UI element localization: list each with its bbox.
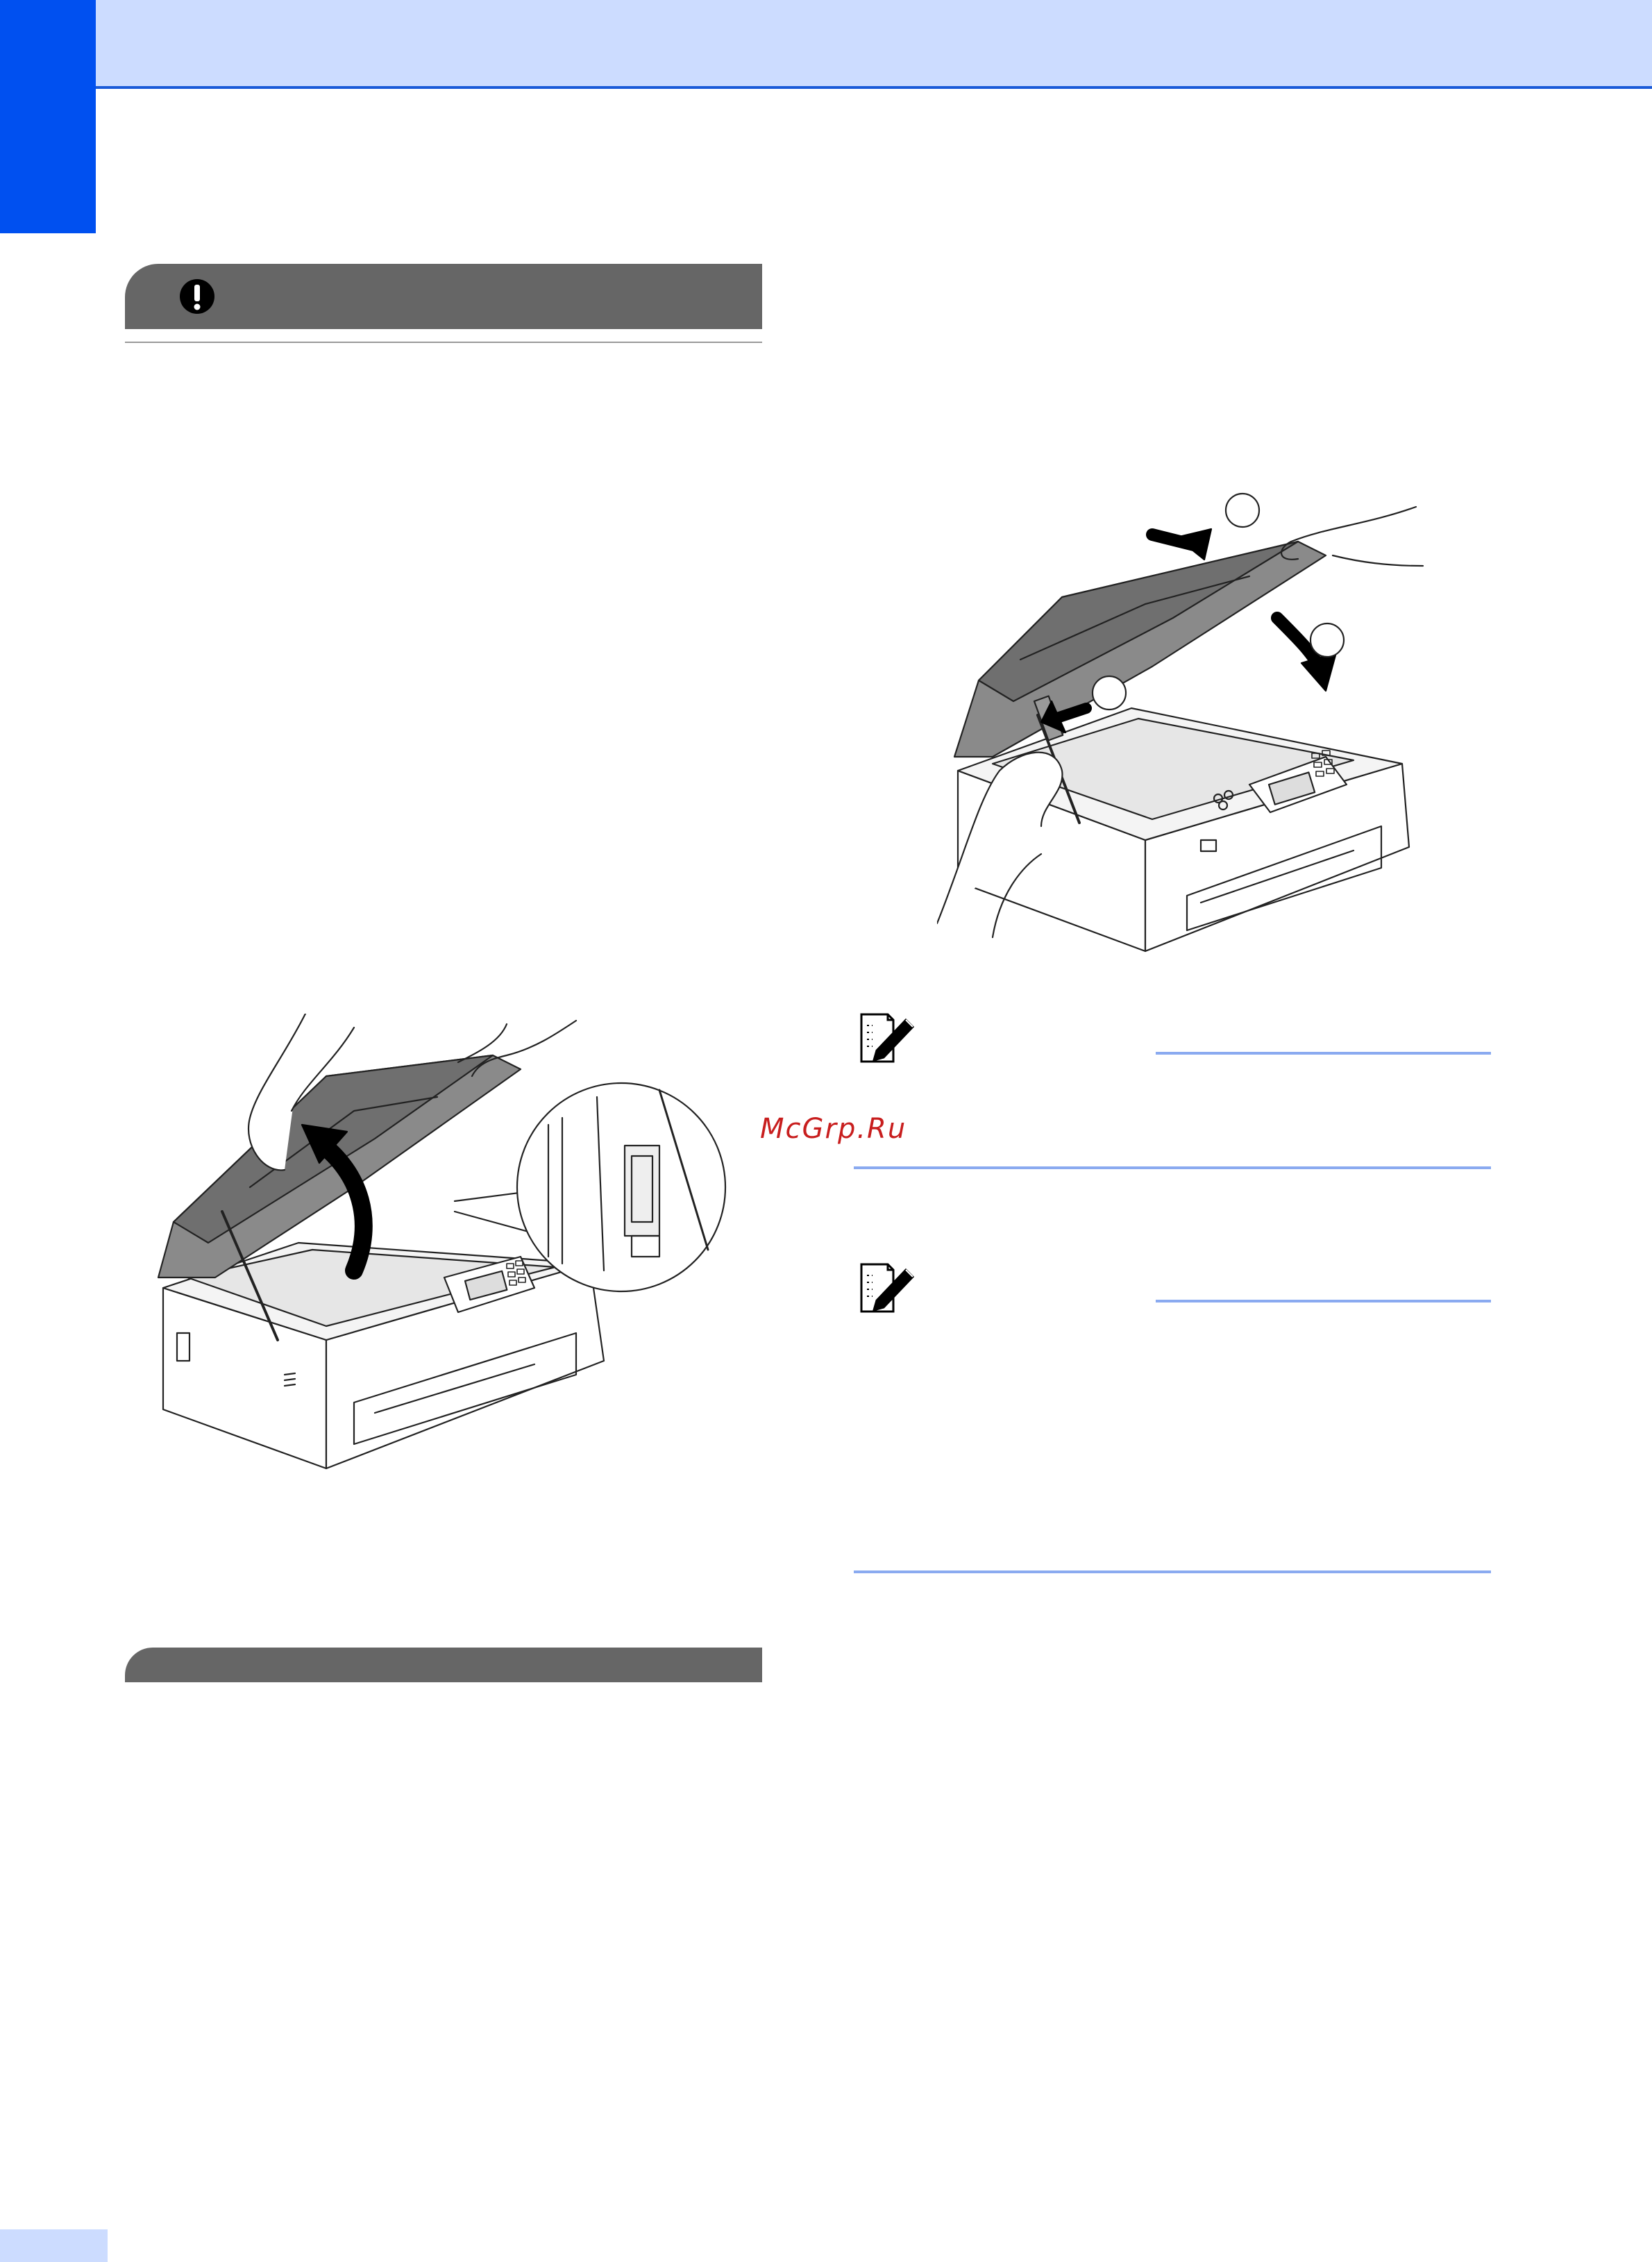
chapter-tab — [0, 0, 96, 233]
header-rule — [96, 86, 1652, 89]
note-rule-top — [1156, 1300, 1491, 1302]
important-rule — [125, 342, 762, 343]
note-pencil-icon — [857, 1260, 917, 1316]
callout-3 — [1101, 679, 1118, 707]
figure-close-scanner-cover — [937, 479, 1437, 958]
exclamation-icon — [179, 278, 215, 315]
page-number-tab — [0, 2229, 108, 2262]
callout-2 — [1319, 626, 1335, 654]
header-band — [96, 0, 1652, 87]
watermark: McGrp.Ru — [760, 1113, 907, 1145]
callout-1 — [1234, 496, 1251, 524]
note-rule-bottom — [854, 1166, 1491, 1169]
note-pencil-icon — [857, 1010, 917, 1066]
section-heading-bar — [125, 1648, 762, 1682]
figure-open-scanner-cover — [146, 1014, 736, 1472]
important-bar — [125, 264, 762, 329]
note-rule-bottom — [854, 1570, 1491, 1573]
note-rule-top — [1156, 1052, 1491, 1055]
